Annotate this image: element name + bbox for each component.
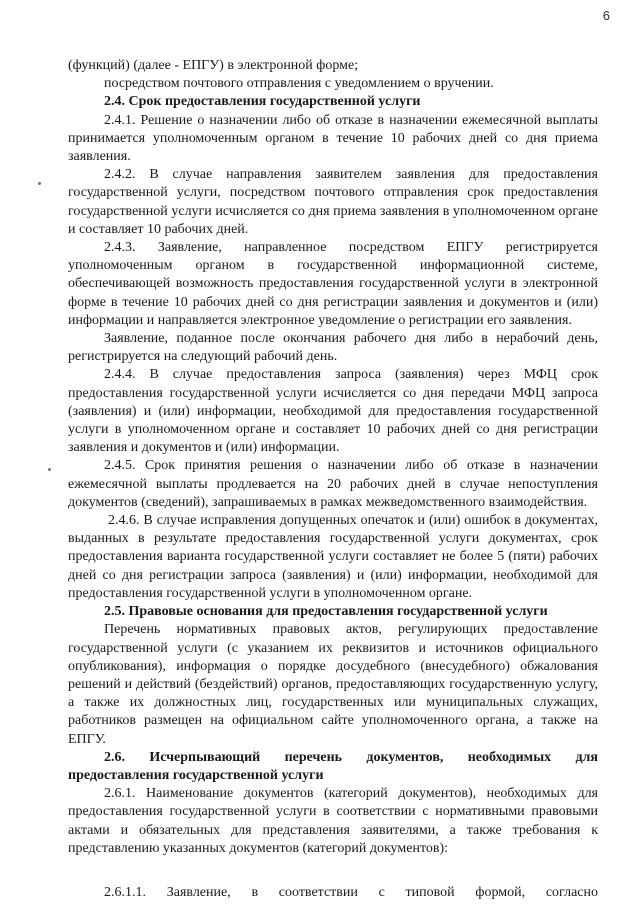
heading-2-6: 2.6. Исчерпывающий перечень документов, необходимых для предоставления государственной услуги xyxy=(68,749,598,783)
scan-speck xyxy=(48,468,51,471)
scan-speck xyxy=(38,182,41,185)
heading-2-4: 2.4. Срок предоставления государственной услуги xyxy=(104,94,421,110)
paragraph-2-6-1: 2.6.1. Наименование документов (категорий документов), необходимых для предоставления государственной услуги в соответствии с нормативными правовыми актами и обязательных для представления заявителями, а также требования к представлению указанных документов (категорий документов): xyxy=(68,786,598,856)
document-body xyxy=(68,57,598,902)
paragraph-after-hours: Заявление, поданное после окончания рабочего дня либо в нерабочий день, регистрируется на следующий рабочий день. xyxy=(68,331,598,365)
paragraph-epgu-continuation: (функций) (далее - ЕПГУ) в электронной форме; xyxy=(68,58,359,73)
paragraph-legal-acts: Перечень нормативных правовых актов, регулирующих предоставление государственной услуги (с указанием их реквизитов и источников официального опубликования), информация о порядке досудебного (внесудебного) обжалования решений и действий (бездействий) органов, предоставляющих государственную услугу, а также их должностных лиц, государственных или муниципальных служащих, работников размещен на официальном сайте уполномоченного органа, а также на ЕПГУ. xyxy=(68,622,598,747)
paragraph-2-4-1: 2.4.1. Решение о назначении либо об отказе в назначении ежемесячной выплаты принимается уполномоченным органом в течение 10 рабочих дней со дня приема заявления. xyxy=(68,112,598,165)
paragraph-2-4-5: 2.4.5. Срок принятия решения о назначении либо об отказе в назначении ежемесячной выплаты продлевается на 20 рабочих дней в случае непоступления документов (сведений), запрашиваемых в рамках межведомственного взаимодействия. xyxy=(68,458,598,510)
paragraph-2-4-6: 2.4.6. В случае исправления допущенных опечаток и (или) ошибок в документах, выданных в результате предоставления государственной услуги документах, срок предоставления варианта государственной услуги составляет не более 5 (пяти) рабочих дней со дня регистрации запроса (заявления) и (или) информации, необходимой для предоставления государственной услуги в уполномоченном органе. xyxy=(68,513,598,601)
paragraph-2-6-1-1: 2.6.1.1. Заявление, в соответствии с типовой формой, согласно xyxy=(104,884,598,900)
paragraph-postal: посредством почтового отправления с уведомлением о вручении. xyxy=(104,76,494,92)
paragraph-2-4-2: 2.4.2. В случае направления заявителем заявления для предоставления государственной услуги, посредством почтового отправления срок предоставления государственной услуги исчисляется со дня приема заявления в уполномоченном органе и составляет 10 рабочих дней. xyxy=(68,167,598,237)
paragraph-2-4-4: 2.4.4. В случае предоставления запроса (заявления) через МФЦ срок предоставления государственной услуги исчисляется со дня передачи МФЦ запроса (заявления) и (или) информации, необходимой для предоставления государственной услуги в уполномоченном органе и составляет 10 рабочих дней со дня регистрации заявления и документов и (или) информации. xyxy=(68,367,598,456)
blank-gap xyxy=(68,858,598,884)
heading-2-5: 2.5. Правовые основания для предоставления государственной услуги xyxy=(104,604,548,620)
paragraph-2-4-3: 2.4.3. Заявление, направленное посредством ЕПГУ регистрируется уполномоченным органом в государственной информационной системе, обеспечивающей возможность предоставления государственной услуги в электронной форме в течение 10 рабочих дней со дня регистрации заявления и документов и (или) информации и направляется электронное уведомление о регистрации его заявления. xyxy=(68,240,598,328)
page-number: 6 xyxy=(602,8,610,23)
